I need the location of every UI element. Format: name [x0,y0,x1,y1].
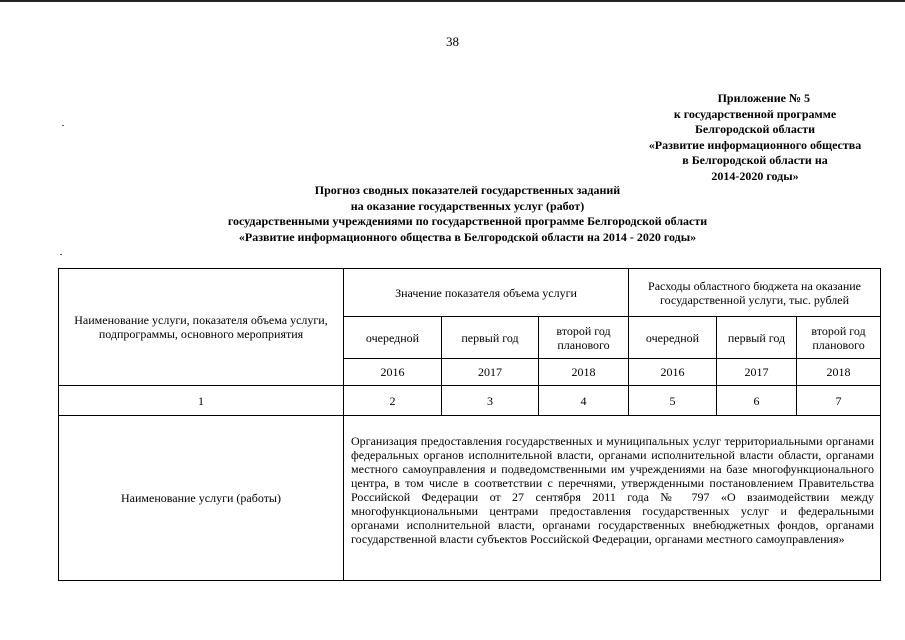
column-number: 4 [539,386,629,416]
appendix-line: к государственной программе [673,106,837,121]
column-number: 6 [717,386,797,416]
column-number: 7 [797,386,881,416]
appendix-line: в Белгородской области на [682,153,828,167]
period-current: очередной [629,317,717,359]
column-number: 1 [59,386,344,416]
service-name-label: Наименование услуги (работы) [59,416,344,581]
scan-speck [60,254,62,255]
expenses-group-header: Расходы областного бюджета на оказание государственной услуги, тыс. рублей [629,269,881,317]
service-description: Организация предоставления государственных и муниципальных услуг территориальными органами федеральных органов исполнительной власти, органами исполнительной власти области, органами местного самоуправления и подведомственными им учреждениями на базе многофункционального центра, в том числе в соответствии с перечнями, утвержденными постановлением Правительства Российской Федерации от 27 сентября 2011 года № 797 «О взаимодействии между многофункциональными центрами предоставления государственных услуг и федеральными органами исполнительной власти, органами государственных внебюджетных фондов, органами государственной власти субъектов Российской Федерации, органами местного самоуправления» [344,416,881,581]
column-number: 2 [344,386,442,416]
appendix-line: Приложение № 5 [717,91,810,105]
top-border-line [0,0,905,2]
appendix-line: «Развитие информационного общества [648,137,862,152]
period-first-year: первый год [442,317,539,359]
appendix-line: Белгородской области [694,122,816,136]
name-column-header: Наименование услуги, показателя объема услуги, подпрограммы, основного мероприятия [59,269,344,386]
year-cell: 2017 [442,359,539,386]
year-cell: 2016 [629,359,717,386]
table-row [59,416,881,581]
period-first-year: первый год [717,317,797,359]
year-cell: 2018 [539,359,629,386]
scan-speck [62,125,64,126]
volume-group-header: Значение показателя объема услуги [344,269,629,317]
title-line: «Развитие информационного общества в Белгородской области на 2014 - 2020 годы» [238,229,697,244]
period-current: очередной [344,317,442,359]
year-cell: 2016 [344,359,442,386]
period-second-year: второй год планового [539,317,629,359]
title-line: государственными учреждениями по государственной программе Белгородской области [227,214,708,228]
year-cell: 2017 [717,359,797,386]
indicators-table [58,268,881,581]
title-line: на оказание государственных услуг (работ) [350,198,585,213]
column-number: 5 [629,386,717,416]
column-number-row [59,386,881,416]
column-number: 3 [442,386,539,416]
period-second-year: второй год планового [797,317,881,359]
year-cell: 2018 [797,359,881,386]
page-number: 38 [446,34,459,49]
document-title [150,183,785,245]
appendix-line: 2014-2020 годы» [711,168,799,183]
table-header-row [59,269,881,317]
title-line: Прогноз сводных показателей государственных заданий [314,183,621,197]
appendix-block [620,91,890,184]
